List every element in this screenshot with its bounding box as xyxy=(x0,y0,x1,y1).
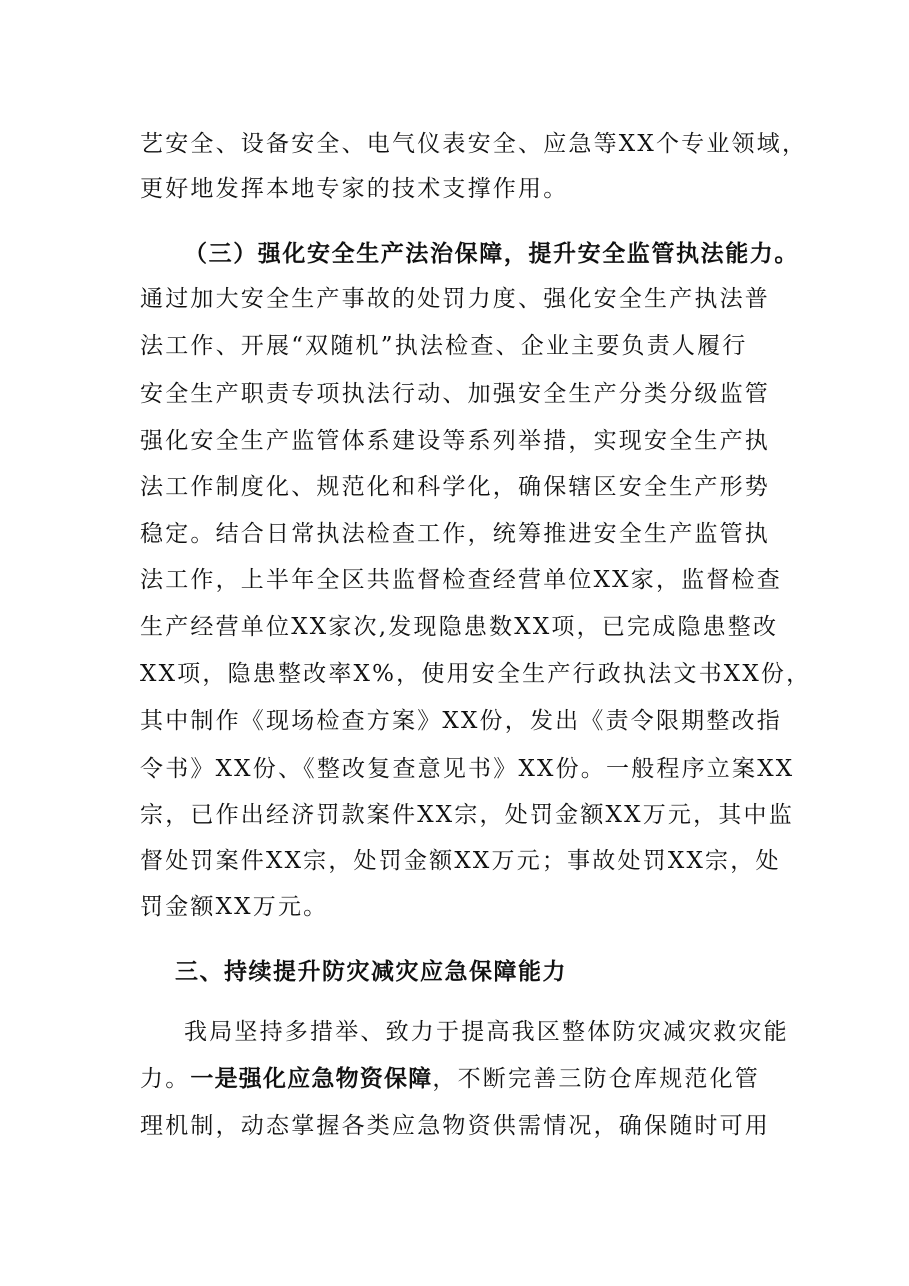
paragraph-line: 罚金额XX万元。 xyxy=(140,894,329,920)
paragraph-line: 宗，已作出经济罚款案件XX宗，处罚金额XX万元，其中监 xyxy=(140,802,794,828)
paragraph-line: 艺安全、设备安全、电气仪表安全、应急等XX个专业领域， xyxy=(140,131,808,157)
paragraph-line: 安全生产职责专项执法行动、加强安全生产分类分级监管 xyxy=(140,381,770,407)
emphasis-text: 一是强化应急物资保障 xyxy=(190,1066,433,1092)
paragraph-line: 稳定。结合日常执法检查工作，统筹推进安全生产监管执 xyxy=(140,521,770,547)
paragraph-text: 力。 xyxy=(140,1066,191,1092)
paragraph-line: 法工作制度化、规范化和科学化，确保辖区安全生产形势 xyxy=(140,474,770,500)
paragraph-line: 督处罚案件XX宗，处罚金额XX万元；事故处罚XX宗，处 xyxy=(140,848,781,874)
paragraph-line: 生产经营单位XX家次,发现隐患数XX项，已完成隐患整改 xyxy=(140,614,779,640)
paragraph-line: 强化安全生产监管体系建设等系列举措，实现安全生产执 xyxy=(140,428,770,454)
paragraph-line: 法工作，上半年全区共监督检查经营单位XX家，监督检查 xyxy=(140,567,782,593)
paragraph-text: ，不断完善三防仓库规范化管 xyxy=(432,1066,761,1092)
paragraph-line: 法工作、开展“双随机”执法检查、企业主要负责人履行 xyxy=(140,333,748,359)
chapter-heading: 三、持续提升防灾减灾应急保障能力 xyxy=(175,959,567,985)
paragraph-line: 理机制，动态掌握各类应急物资供需情况，确保随时可用 xyxy=(140,1113,770,1139)
paragraph-line: 其中制作《现场检查方案》XX份，发出《责令限期整改指 xyxy=(140,708,782,734)
paragraph-line-mixed xyxy=(140,1063,780,1095)
paragraph-line: 我局坚持多措举、致力于提高我区整体防灾减灾救灾能 xyxy=(184,1019,789,1045)
paragraph-line: XX项，隐患整改率X%，使用安全生产行政执法文书XX份， xyxy=(140,661,812,687)
section-heading: （三）强化安全生产法治保障，提升安全监管执法能力。 xyxy=(184,241,799,267)
paragraph-line: 令书》XX份、《整改复查意见书》XX份。一般程序立案XX xyxy=(140,756,795,782)
paragraph-line: 通过加大安全生产事故的处罚力度、强化安全生产执法普 xyxy=(140,286,770,312)
paragraph-line: 更好地发挥本地专家的技术支撑作用。 xyxy=(140,176,569,202)
